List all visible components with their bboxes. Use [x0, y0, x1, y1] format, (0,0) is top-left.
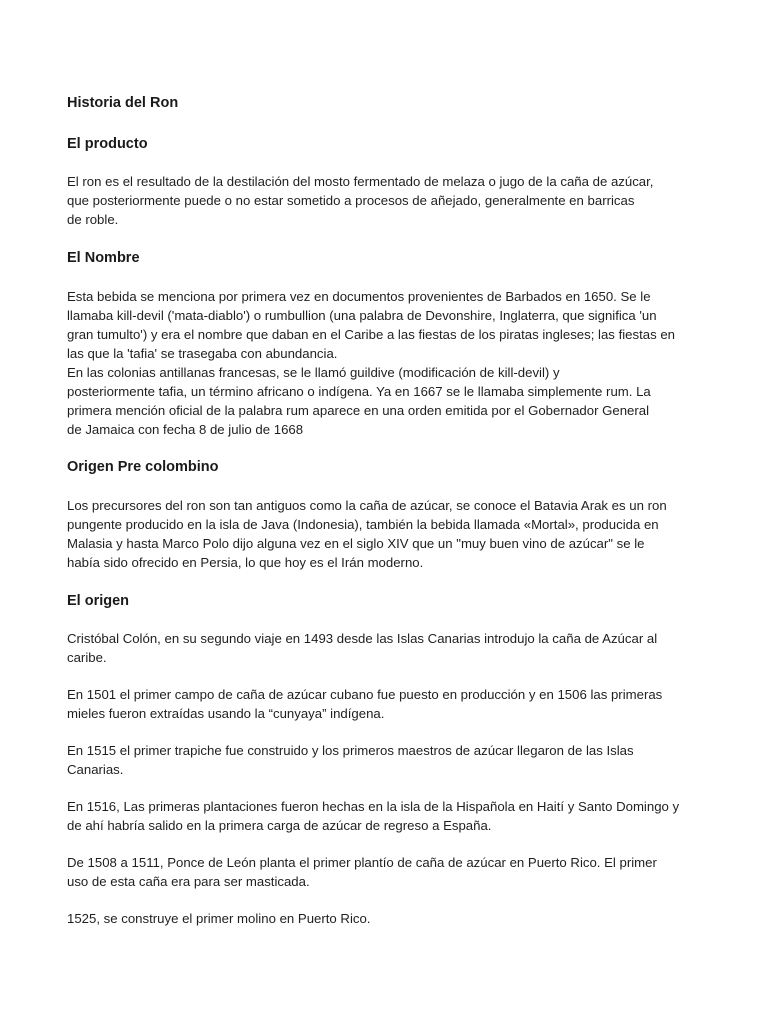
origen-p4-line-1: En 1516, Las primeras plantaciones fueron hechas en la isla de la Hispañola en Haití y Santo Domingo y: [67, 799, 680, 814]
precolombino-line-3: Malasia y hasta Marco Polo dijo alguna vez en el siglo XIV que un "muy buen vino de azúcar" se le: [67, 536, 645, 551]
producto-line-2: que posteriormente puede o no estar sometido a procesos de añejado, generalmente en barricas: [67, 193, 635, 208]
origen-p5-line-1: De 1508 a 1511, Ponce de León planta el primer plantío de caña de azúcar en Puerto Rico. El primer: [67, 855, 657, 870]
origen-p3-line-1: En 1515 el primer trapiche fue construido y los primeros maestros de azúcar llegaron de las Islas: [67, 743, 634, 758]
origen-p3-line-2: Canarias.: [67, 762, 124, 777]
origen-p1-line-1: Cristóbal Colón, en su segundo viaje en 1493 desde las Islas Canarias introdujo la caña de Azúcar al: [67, 631, 658, 646]
nombre-line-5: En las colonias antillanas francesas, se le llamó guildive (modificación de kill-devil) y: [67, 365, 560, 380]
origen-p6-line-1: 1525, se construye el primer molino en Puerto Rico.: [67, 911, 371, 926]
section-heading-precolombino: Origen Pre colombino: [67, 459, 219, 475]
precolombino-line-1: Los precursores del ron son tan antiguos como la caña de azúcar, se conoce el Batavia Arak es un ron: [67, 498, 667, 513]
origen-p2-line-1: En 1501 el primer campo de caña de azúcar cubano fue puesto en producción y en 1506 las primeras: [67, 687, 663, 702]
nombre-line-1: Esta bebida se menciona por primera vez en documentos provenientes de Barbados en 1650. Se le: [67, 289, 651, 304]
nombre-line-2: llamaba kill-devil ('mata-diablo') o rumbullion (una palabra de Devonshire, Inglaterra, que significa 'un: [67, 308, 657, 323]
nombre-line-8: de Jamaica con fecha 8 de julio de 1668: [67, 422, 304, 437]
producto-line-1: El ron es el resultado de la destilación del mosto fermentado de melaza o jugo de la caña de azúcar,: [67, 174, 654, 189]
nombre-line-7: primera mención oficial de la palabra rum aparece en una orden emitida por el Gobernador General: [67, 403, 650, 418]
section-heading-nombre: El Nombre: [67, 250, 140, 266]
origen-p4-line-2: de ahí habría salido en la primera carga de azúcar de regreso a España.: [67, 818, 492, 833]
nombre-line-6: posteriormente tafia, un término africano o indígena. Ya en 1667 se le llamaba simplemente rum. La: [67, 384, 651, 399]
producto-line-3: de roble.: [67, 212, 119, 227]
precolombino-line-2: pungente producido en la isla de Java (Indonesia), también la bebida llamada «Mortal», producida en: [67, 517, 659, 532]
document-title: Historia del Ron: [67, 95, 179, 111]
section-heading-origen: El origen: [67, 593, 130, 609]
origen-p5-line-2: uso de esta caña era para ser masticada.: [67, 874, 310, 889]
section-heading-producto: El producto: [67, 136, 148, 152]
origen-p2-line-2: mieles fueron extraídas usando la “cunyaya” indígena.: [67, 706, 385, 721]
origen-p1-line-2: caribe.: [67, 650, 107, 665]
nombre-line-3: gran tumulto') y era el nombre que daban en el Caribe a las fiestas de los piratas ingleses; las fiestas en: [67, 327, 676, 342]
precolombino-line-4: había sido ofrecido en Persia, lo que hoy es el Irán moderno.: [67, 555, 424, 570]
nombre-line-4: las que la 'tafia' se trasegaba con abundancia.: [67, 346, 338, 361]
